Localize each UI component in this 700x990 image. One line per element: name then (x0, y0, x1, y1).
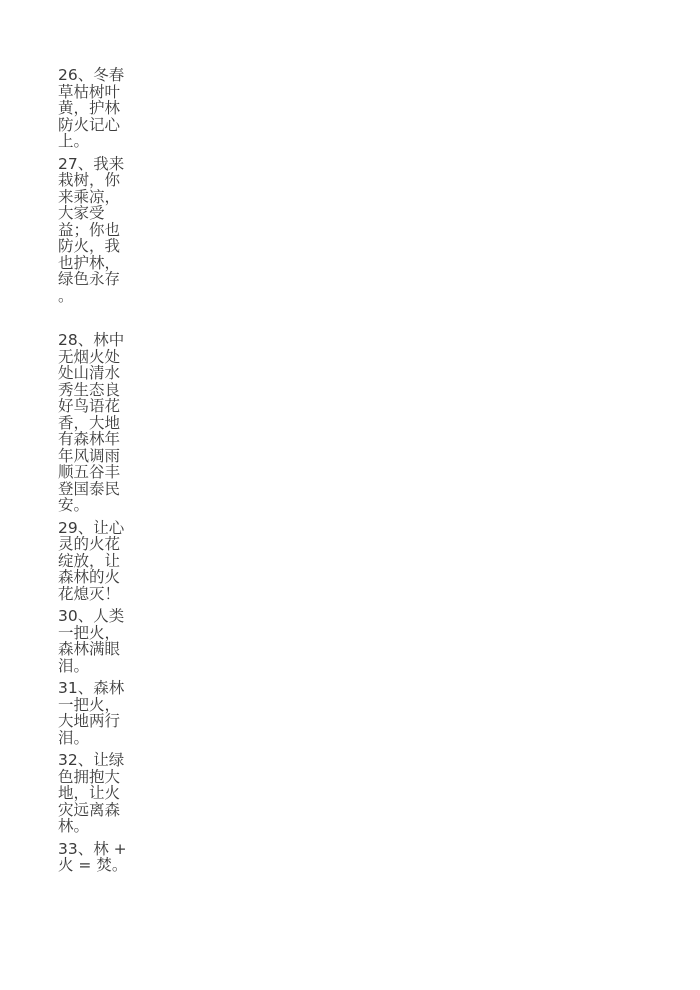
text-line: 栽树，你 (58, 171, 121, 189)
text-line: 有森林年 (58, 430, 121, 448)
text-line: 地，让火 (58, 784, 121, 802)
slogan-paragraph-33 (58, 841, 136, 874)
text-line: 好鸟语花 (58, 397, 121, 415)
text-line: 森林满眼 (58, 640, 121, 658)
slogan-paragraph-29 (58, 520, 136, 603)
text-line: 泪。 (58, 728, 90, 747)
slogan-paragraph-26 (58, 67, 136, 150)
text-line: 上。 (58, 132, 90, 150)
slogan-paragraph-27 (58, 156, 136, 305)
text-line: 登国泰民 (58, 479, 121, 498)
text-line: 年风调雨 (58, 446, 121, 465)
text-line: 顺五谷丰 (58, 463, 121, 481)
text-line: 大家受 (58, 204, 105, 222)
text-line: 来乘凉， (58, 187, 121, 206)
text-line: 一把火， (58, 623, 121, 642)
text-line: 33、林 + (58, 839, 127, 858)
text-line: 防火，我 (58, 237, 121, 255)
text-line: 也护林， (58, 253, 121, 272)
text-line: 29、让心 (58, 518, 125, 537)
text-line: 安。 (58, 496, 90, 514)
text-line: 26、冬春 (58, 66, 125, 84)
text-line: 绿色永存 (58, 270, 121, 288)
slogan-paragraph-30 (58, 608, 136, 674)
text-line: 灵的火花 (58, 535, 121, 553)
text-line: 火 = 焚。 (58, 856, 128, 874)
text-line: 香，大地 (58, 413, 121, 432)
text-line: 秀生态良 (58, 380, 121, 399)
text-line: 黄，护林 (58, 99, 121, 117)
text-line: 森林的火 (58, 568, 121, 586)
text-line: 草枯树叶 (58, 82, 121, 101)
text-line: 泪。 (58, 656, 90, 675)
text-line: 处山清水 (58, 364, 121, 382)
text-line: 花熄灭！ (58, 584, 121, 603)
text-line: 一把火， (58, 695, 121, 714)
text-line: 林。 (58, 817, 90, 835)
text-line: 31、森林 (58, 679, 125, 697)
document-content (58, 67, 136, 880)
text-line: 28、林中 (58, 331, 125, 349)
text-line: 无烟火处 (58, 347, 121, 366)
text-line: 30、人类 (58, 607, 125, 625)
text-line: 色拥抱大 (58, 767, 121, 786)
text-line: 。 (58, 286, 74, 305)
text-line: 防火记心 (58, 115, 121, 134)
slogan-paragraph-32 (58, 752, 136, 835)
slogan-paragraph-31 (58, 680, 136, 746)
text-line: 27、我来 (58, 154, 125, 173)
text-line: 灾远离森 (58, 800, 121, 819)
text-line: 绽放，让 (58, 551, 121, 570)
text-line: 益；你也 (58, 220, 121, 239)
text-line: 大地两行 (58, 712, 121, 730)
slogan-paragraph-28 (58, 332, 136, 514)
blank-line (58, 310, 136, 326)
text-line: 32、让绿 (58, 751, 125, 769)
